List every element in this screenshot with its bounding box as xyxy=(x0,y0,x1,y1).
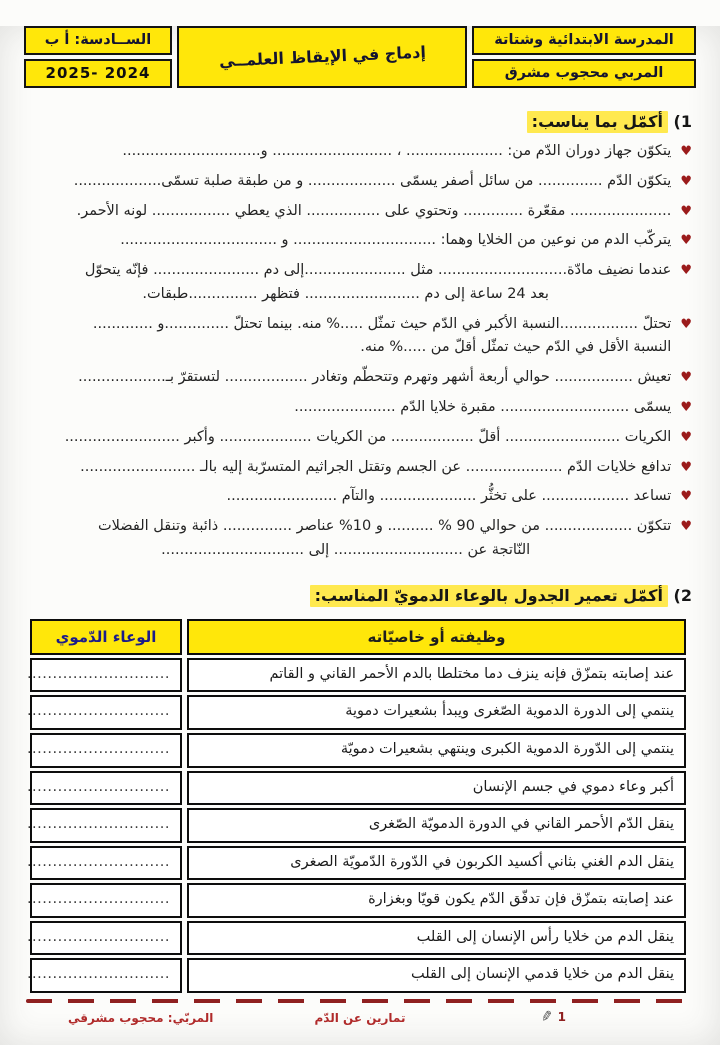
worksheet-page xyxy=(0,26,720,1045)
table-row-function: ينقل الدم من خلايا قدمي الإنسان إلى القلب xyxy=(187,958,686,993)
fill-blank-text: تحتلّ .................النسبة الأكبر في الدّم حيث تمثّل .....% منه. بينما تحتلّ ..............و ............. xyxy=(92,315,672,332)
fill-blank-item xyxy=(20,486,692,508)
class-label: الســادسة: أ ب xyxy=(24,26,172,55)
fill-blank-text: النسبة الأقل في الدّم حيث تمثّل أقلّ من .....% منه. xyxy=(360,339,672,356)
fill-blank-text: تساعد ................... على تخثُّر ..................... والتآم ........................ xyxy=(226,488,672,505)
heart-icon: ♥ xyxy=(680,316,692,332)
fill-blank-text: بعد 24 ساعة إلى دم ......................... فتظهر ...............طبقات. xyxy=(142,285,549,302)
fill-blank-text: يتكوّن الدّم .............. من سائل أصفر يسمّى ................... و من طبقة صلبة تسمّى................... xyxy=(73,172,672,189)
heart-icon: ♥ xyxy=(680,203,692,219)
fill-blank-item xyxy=(20,230,692,252)
fill-blank-text: النّاتجة عن ............................ إلى ............................... xyxy=(161,541,531,558)
table-row-vessel-blank: ............................ xyxy=(30,958,182,993)
fill-blank-item xyxy=(20,457,692,479)
fill-blank-text: الكريات ......................... أقلّ .................. من الكريات .................... وأكبر ......................... xyxy=(64,428,672,445)
fill-blank-text: تتكوّن ................... من حوالي 90 % .......... و 10% عناصر ............... ذائبة وتنقل الفضلات xyxy=(97,518,672,535)
fill-blank-list xyxy=(20,141,692,562)
header-table xyxy=(24,26,696,88)
question2-number: 2) xyxy=(673,585,692,605)
footer-topic: تمارين عن الدّم xyxy=(314,1011,406,1025)
question1-number: 1) xyxy=(673,112,692,131)
subject-title: إدماج في الإيقاظ العلمــي xyxy=(218,42,426,71)
question1-heading xyxy=(20,112,692,131)
pen-icon: ✎ xyxy=(539,1007,555,1027)
fill-blank-item xyxy=(20,427,692,449)
footer-teacher: المربّي: محجوب مشرقي xyxy=(68,1011,214,1025)
table-row-function: ينقل الدم من خلايا رأس الإنسان إلى القلب xyxy=(187,921,686,956)
fill-blank-text: ...................... مقعّرة ............. وتحتوي على ................ الذي يعطي ................. لونه الأحمر. xyxy=(76,202,672,219)
teacher-name: المربي محجوب مشرق xyxy=(472,59,696,88)
table-row-vessel-blank: ............................ xyxy=(30,921,182,956)
fill-blank-item xyxy=(20,260,692,306)
heart-icon: ♥ xyxy=(680,519,692,535)
fill-blank-item xyxy=(20,141,692,163)
table-row-function: ينتمي إلى الدورة الدموية الصّغرى ويبدأ بشعيرات دموية xyxy=(187,695,686,730)
question1-title: أكمّل بما يناسب: xyxy=(527,111,668,133)
worksheet-body xyxy=(0,112,720,993)
heart-icon: ♥ xyxy=(680,459,692,475)
fill-blank-text: يتكوّن جهاز دوران الدّم من: ..................... ، .......................... و.............................. xyxy=(122,143,672,159)
question2-heading xyxy=(20,586,692,605)
heart-icon: ♥ xyxy=(680,263,692,279)
school-name: المدرسة الابتدائية وشتاتة xyxy=(472,26,696,55)
heart-icon: ♥ xyxy=(680,233,692,249)
heart-icon: ♥ xyxy=(680,144,692,159)
table-row-function: أكبر وعاء دموي في جسم الإنسان xyxy=(187,771,686,806)
fill-blank-text: يسمّى ............................ مقبرة خلايا الدّم ...................... xyxy=(294,398,672,415)
fill-blank-item xyxy=(20,397,692,419)
heart-icon: ♥ xyxy=(680,489,692,505)
page-number: 1 xyxy=(557,1010,566,1024)
table-row-function: عند إصابته بتمزّق فإنه ينزف دما مختلطا بالدم الأحمر القاني و القاتم xyxy=(187,658,686,693)
question2-title: أكمّل تعمير الجدول بالوعاء الدمويّ المناسب: xyxy=(310,585,668,607)
fill-blank-text: عندما نضيف مادّة............................ مثل ......................إلى دم ....................... فإنّه يتحوّل xyxy=(84,262,672,279)
page-footer xyxy=(26,999,694,1037)
fill-blank-text: يتركّب الدم من نوعين من الخلايا وهما: ............................... و .................................. xyxy=(120,232,672,249)
fill-blank-item xyxy=(20,367,692,389)
fill-blank-item xyxy=(20,171,692,193)
fill-blank-item xyxy=(20,314,692,360)
column-header-vessel: الوعاء الدّموي xyxy=(30,619,182,655)
heart-icon: ♥ xyxy=(680,429,692,445)
column-header-function: وظيفته أو خاصيّاته xyxy=(187,619,686,655)
fill-blank-item xyxy=(20,516,692,562)
blood-vessel-table xyxy=(26,619,686,993)
heart-icon: ♥ xyxy=(680,173,692,189)
header-class-block xyxy=(24,26,172,88)
table-row-function: ينتمي إلى الدّورة الدموية الكبرى وينتهي بشعيرات دمويّة xyxy=(187,733,686,768)
table-row-function: ينقل الدم الغني بثاني أكسيد الكربون في الدّورة الدّمويّة الصغرى xyxy=(187,846,686,881)
footer-divider xyxy=(26,999,694,1003)
table-row-vessel-blank: ............................ xyxy=(30,846,182,881)
table-row-vessel-blank: ............................ xyxy=(30,733,182,768)
subject-title-cell xyxy=(177,26,467,88)
table-row-vessel-blank: ............................ xyxy=(30,658,182,693)
heart-icon: ♥ xyxy=(680,399,692,415)
page-number-block xyxy=(541,1009,566,1025)
table-row-vessel-blank: ............................ xyxy=(30,808,182,843)
header-school-block xyxy=(472,26,696,88)
fill-blank-text: تعيش ................. حوالي أربعة أشهر وتهرم وتتحطّم وتغادر .................. لتستقرّ بـ................... xyxy=(78,369,672,386)
heart-icon: ♥ xyxy=(680,370,692,386)
table-row-vessel-blank: ............................ xyxy=(30,695,182,730)
fill-blank-text: تدافع خلايات الدّم ..................... عن الجسم وتقتل الجراثيم المتسرّبة إليه بالـ ......................... xyxy=(80,458,672,475)
table-row-vessel-blank: ............................ xyxy=(30,883,182,918)
school-year: 2025- 2024 xyxy=(45,64,151,83)
fill-blank-item xyxy=(20,201,692,223)
table-row-vessel-blank: ............................ xyxy=(30,771,182,806)
table-row-function: عند إصابته بتمزّق فإن تدفّق الدّم يكون قويّا وبغزارة xyxy=(187,883,686,918)
table-row-function: ينقل الدّم الأحمر القاني في الدورة الدمويّة الصّغرى xyxy=(187,808,686,843)
